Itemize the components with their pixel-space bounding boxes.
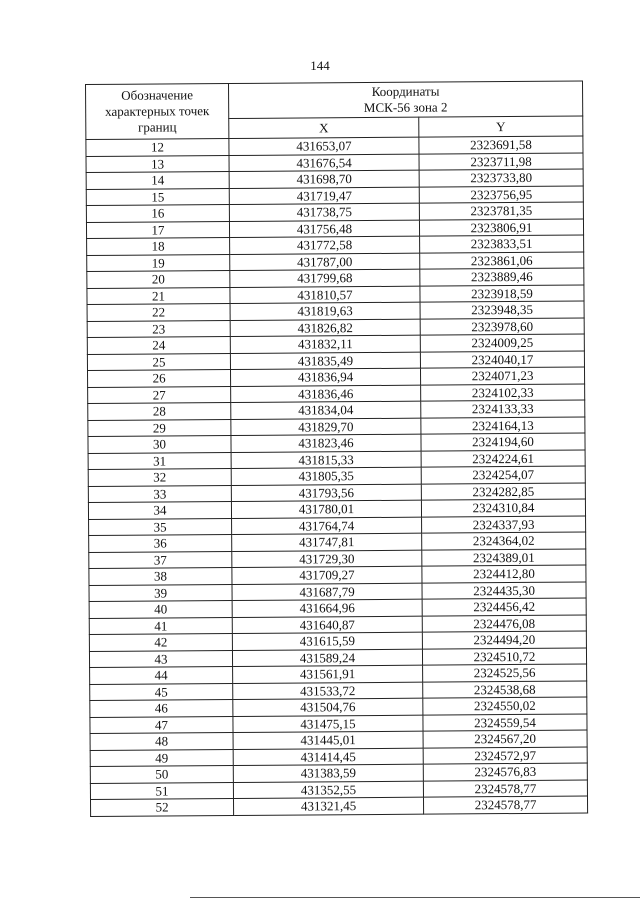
y-cell: 2324538,68	[423, 681, 587, 699]
x-cell: 431826,82	[230, 319, 420, 337]
point-cell: 24	[87, 336, 230, 353]
y-cell: 2324456,42	[422, 598, 586, 616]
point-cell: 41	[89, 617, 232, 634]
point-cell: 28	[88, 402, 231, 419]
y-cell: 2324282,85	[421, 483, 585, 501]
x-cell: 431836,94	[230, 368, 420, 386]
header-y: Y	[419, 116, 583, 137]
table-body	[86, 136, 588, 816]
point-cell: 39	[89, 584, 232, 601]
point-cell: 13	[86, 155, 229, 172]
x-cell: 431810,57	[230, 286, 420, 304]
point-cell: 30	[88, 435, 231, 452]
y-cell: 2323889,46	[420, 268, 584, 286]
table-row	[90, 796, 587, 816]
table-header	[86, 81, 583, 139]
point-cell: 48	[90, 732, 233, 749]
x-cell: 431815,33	[231, 451, 421, 469]
y-cell: 2324550,02	[423, 697, 587, 715]
x-cell: 431445,01	[233, 731, 423, 749]
point-cell: 12	[86, 138, 229, 155]
y-cell: 2324578,77	[423, 780, 587, 798]
y-cell: 2324071,23	[420, 367, 584, 385]
point-cell: 42	[89, 633, 232, 650]
x-cell: 431805,35	[231, 467, 421, 485]
point-cell: 49	[90, 749, 233, 766]
point-cell: 17	[86, 221, 229, 238]
x-cell: 431829,70	[231, 418, 421, 436]
y-cell: 2323781,35	[419, 202, 583, 220]
y-cell: 2323948,35	[420, 301, 584, 319]
point-cell: 36	[89, 534, 232, 551]
point-cell: 31	[88, 452, 231, 469]
x-cell: 431475,15	[233, 715, 423, 733]
y-cell: 2324412,80	[422, 565, 586, 583]
header-point-line-1: Обозначение	[121, 87, 194, 103]
x-cell: 431764,74	[232, 517, 422, 535]
point-cell: 16	[86, 204, 229, 221]
point-cell: 18	[87, 237, 230, 254]
x-cell: 431780,01	[231, 500, 421, 518]
y-cell: 2323806,91	[419, 219, 583, 237]
y-cell: 2323833,51	[420, 235, 584, 253]
y-cell: 2323711,98	[419, 153, 583, 171]
x-cell: 431835,49	[230, 352, 420, 370]
y-cell: 2324254,07	[421, 466, 585, 484]
x-cell: 431698,70	[229, 170, 419, 188]
x-cell: 431836,46	[231, 385, 421, 403]
x-cell: 431834,04	[231, 401, 421, 419]
point-cell: 23	[87, 320, 230, 337]
y-cell: 2324476,08	[422, 615, 586, 633]
y-cell: 2323861,06	[420, 252, 584, 270]
x-cell: 431687,79	[232, 583, 422, 601]
x-cell: 431504,76	[233, 698, 423, 716]
y-cell: 2324559,54	[423, 714, 587, 732]
x-cell: 431664,96	[232, 599, 422, 617]
y-cell: 2324576,83	[423, 763, 587, 781]
x-cell: 431747,81	[232, 533, 422, 551]
y-cell: 2323918,59	[420, 285, 584, 303]
y-cell: 2323756,95	[419, 186, 583, 204]
point-cell: 29	[88, 419, 231, 436]
point-cell: 19	[87, 254, 230, 271]
point-cell: 27	[88, 386, 231, 403]
x-cell: 431533,72	[233, 682, 423, 700]
y-cell: 2324337,93	[422, 516, 586, 534]
point-cell: 26	[88, 369, 231, 386]
x-cell: 431653,07	[229, 137, 419, 155]
point-cell: 20	[87, 270, 230, 287]
header-point-line-2: характерных точек	[105, 103, 210, 119]
x-cell: 431793,56	[231, 484, 421, 502]
point-cell: 37	[89, 551, 232, 568]
x-cell: 431615,59	[232, 632, 422, 650]
point-cell: 40	[89, 600, 232, 617]
x-cell: 431832,11	[230, 335, 420, 353]
point-cell: 46	[90, 699, 233, 716]
bottom-edge-line	[190, 897, 640, 898]
y-cell: 2324389,01	[422, 549, 586, 567]
page-number: 144	[310, 58, 330, 73]
y-cell: 2324310,84	[421, 499, 585, 517]
y-cell: 2324164,13	[421, 417, 585, 435]
y-cell: 2324194,60	[421, 433, 585, 451]
point-cell: 52	[90, 798, 233, 815]
x-cell: 431709,27	[232, 566, 422, 584]
y-cell: 2324133,33	[421, 400, 585, 418]
x-cell: 431589,24	[232, 649, 422, 667]
y-cell: 2323691,58	[419, 136, 583, 154]
y-cell: 2324525,56	[423, 664, 587, 682]
x-cell: 431561,91	[233, 665, 423, 683]
point-cell: 32	[88, 468, 231, 485]
y-cell: 2324102,33	[421, 384, 585, 402]
y-cell: 2324040,17	[420, 351, 584, 369]
x-cell: 431823,46	[231, 434, 421, 452]
x-cell: 431756,48	[229, 220, 419, 238]
x-cell: 431676,54	[229, 154, 419, 172]
y-cell: 2324572,97	[423, 747, 587, 765]
point-cell: 25	[87, 353, 230, 370]
y-cell: 2324510,72	[422, 648, 586, 666]
y-cell: 2324364,02	[422, 532, 586, 550]
header-point-designation	[86, 83, 229, 139]
x-cell: 431383,59	[233, 764, 423, 782]
x-cell: 431729,30	[232, 550, 422, 568]
y-cell: 2324567,20	[423, 730, 587, 748]
x-cell: 431719,47	[229, 187, 419, 205]
header-coordinates	[229, 81, 583, 118]
point-cell: 43	[89, 650, 232, 667]
x-cell: 431640,87	[232, 616, 422, 634]
point-cell: 38	[89, 567, 232, 584]
header-coordinates-line-1: Координаты	[371, 83, 440, 99]
point-cell: 35	[89, 518, 232, 535]
point-cell: 14	[86, 171, 229, 188]
x-cell: 431321,45	[233, 797, 423, 815]
point-cell: 50	[90, 765, 233, 782]
point-cell: 47	[90, 716, 233, 733]
x-cell: 431787,00	[230, 253, 420, 271]
point-cell: 45	[90, 683, 233, 700]
y-cell: 2324494,20	[422, 631, 586, 649]
y-cell: 2324224,61	[421, 450, 585, 468]
y-cell: 2324435,30	[422, 582, 586, 600]
x-cell: 431772,58	[230, 236, 420, 254]
header-coordinates-line-2: МСК-56 зона 2	[363, 99, 448, 116]
y-cell: 2323978,60	[420, 318, 584, 336]
y-cell: 2323733,80	[419, 169, 583, 187]
header-x: X	[229, 117, 419, 138]
y-cell: 2324009,25	[420, 334, 584, 352]
header-point-line-3: границ	[138, 119, 177, 135]
point-cell: 22	[87, 303, 230, 320]
point-cell: 51	[90, 782, 233, 799]
point-cell: 34	[88, 501, 231, 518]
x-cell: 431819,63	[230, 302, 420, 320]
point-cell: 33	[88, 485, 231, 502]
coordinates-table	[85, 81, 588, 817]
point-cell: 21	[87, 287, 230, 304]
x-cell: 431738,75	[229, 203, 419, 221]
point-cell: 44	[90, 666, 233, 683]
x-cell: 431352,55	[233, 781, 423, 799]
x-cell: 431414,45	[233, 748, 423, 766]
y-cell: 2324578,77	[423, 796, 587, 814]
point-cell: 15	[86, 188, 229, 205]
x-cell: 431799,68	[230, 269, 420, 287]
